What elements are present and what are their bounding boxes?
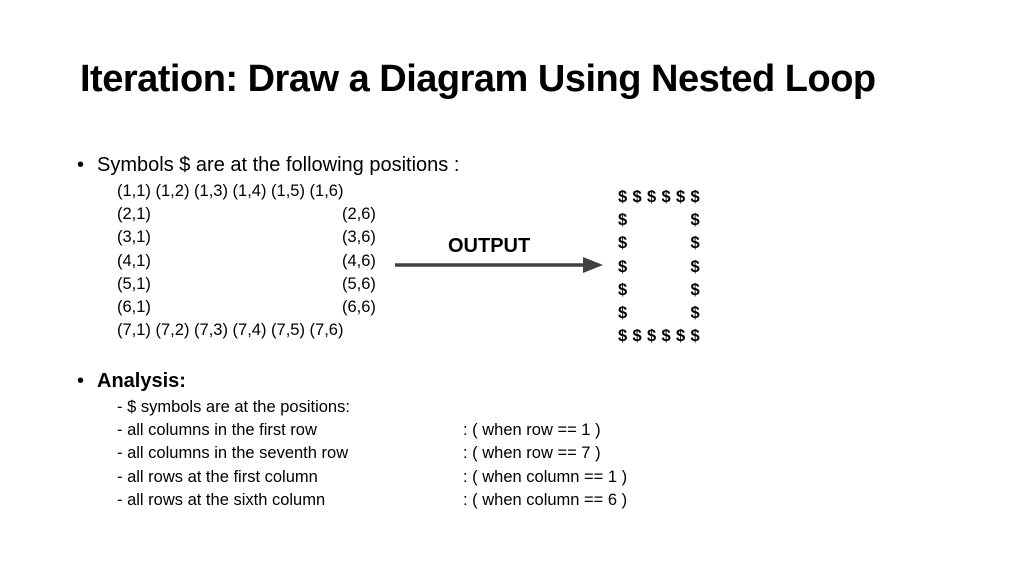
position-first: (4,1) bbox=[117, 251, 151, 270]
diagram-symbol: $ bbox=[618, 303, 628, 322]
diagram-symbol: $ bbox=[690, 234, 700, 253]
analysis-row bbox=[117, 442, 601, 465]
diagram-symbol: $ bbox=[618, 211, 628, 230]
analysis-heading: Analysis: bbox=[97, 370, 186, 392]
analysis-row bbox=[117, 419, 601, 442]
diagram-symbol: $ bbox=[618, 280, 628, 299]
diagram-row bbox=[618, 209, 708, 232]
diagram-row bbox=[618, 279, 708, 302]
position-last: (5,6) bbox=[342, 274, 376, 293]
diagram-symbol: $ bbox=[690, 211, 700, 230]
diagram-symbol: $ bbox=[618, 327, 628, 346]
bullet-dot: • bbox=[77, 154, 85, 176]
analysis-condition: : ( when column == 6 ) bbox=[463, 490, 628, 509]
analysis-list bbox=[117, 396, 628, 512]
arrow-right-icon bbox=[395, 253, 605, 277]
diagram-symbol: $ bbox=[690, 280, 700, 299]
diagram-symbol: $ bbox=[618, 234, 628, 253]
diagram-symbol: $ bbox=[661, 188, 671, 206]
analysis-text: - $ symbols are at the positions: bbox=[117, 398, 350, 416]
analysis-text: - all rows at the sixth column bbox=[117, 490, 326, 509]
position-first: (5,1) bbox=[117, 274, 151, 293]
analysis-row bbox=[117, 466, 628, 489]
position-last: (6,6) bbox=[342, 297, 376, 316]
diagram-symbol: $ bbox=[690, 257, 700, 276]
diagram-symbol: $ bbox=[632, 327, 642, 346]
diagram-symbol: $ bbox=[676, 188, 686, 206]
diagram-symbol: $ bbox=[690, 303, 700, 322]
bullet-analysis bbox=[77, 370, 186, 393]
position-first: (2,1) bbox=[117, 205, 151, 224]
diagram-symbol: $ bbox=[618, 188, 628, 206]
diagram-symbol: $ bbox=[676, 327, 686, 346]
diagram-row bbox=[618, 232, 708, 255]
position-last: (2,6) bbox=[342, 205, 376, 224]
position-last: (4,6) bbox=[342, 251, 376, 270]
diagram-row bbox=[618, 186, 708, 209]
position-first: (6,1) bbox=[117, 297, 151, 316]
analysis-condition: : ( when row == 1 ) bbox=[463, 421, 601, 440]
diagram-symbol: $ bbox=[647, 327, 657, 346]
position-first: (1,1) (1,2) (1,3) (1,4) (1,5) (1,6) bbox=[117, 182, 344, 200]
diagram-symbol: $ bbox=[647, 188, 657, 206]
symbols-intro-text: Symbols $ are at the following positions : bbox=[97, 154, 460, 176]
analysis-condition: : ( when row == 7 ) bbox=[463, 444, 601, 463]
diagram-symbol: $ bbox=[661, 327, 671, 346]
position-first: (7,1) (7,2) (7,3) (7,4) (7,5) (7,6) bbox=[117, 321, 344, 340]
analysis-row bbox=[117, 396, 350, 419]
diagram-symbol: $ bbox=[690, 327, 700, 346]
diagram-row bbox=[618, 302, 708, 325]
analysis-text: - all columns in the first row bbox=[117, 421, 317, 440]
position-last: (3,6) bbox=[342, 228, 376, 247]
output-label: OUTPUT bbox=[448, 235, 531, 257]
analysis-text: - all rows at the first column bbox=[117, 467, 318, 486]
position-first: (3,1) bbox=[117, 228, 151, 247]
bullet-symbols-positions bbox=[77, 154, 460, 177]
bullet-dot: • bbox=[77, 370, 85, 392]
diagram-symbol: $ bbox=[632, 188, 642, 206]
output-diagram bbox=[618, 186, 708, 348]
analysis-row bbox=[117, 489, 628, 512]
diagram-symbol: $ bbox=[618, 257, 628, 276]
analysis-text: - all columns in the seventh row bbox=[117, 444, 349, 463]
slide-title: Iteration: Draw a Diagram Using Nested Loop bbox=[80, 58, 876, 100]
diagram-symbol: $ bbox=[690, 188, 700, 206]
analysis-condition: : ( when column == 1 ) bbox=[463, 467, 628, 486]
diagram-row bbox=[618, 256, 708, 279]
diagram-row bbox=[618, 325, 708, 348]
